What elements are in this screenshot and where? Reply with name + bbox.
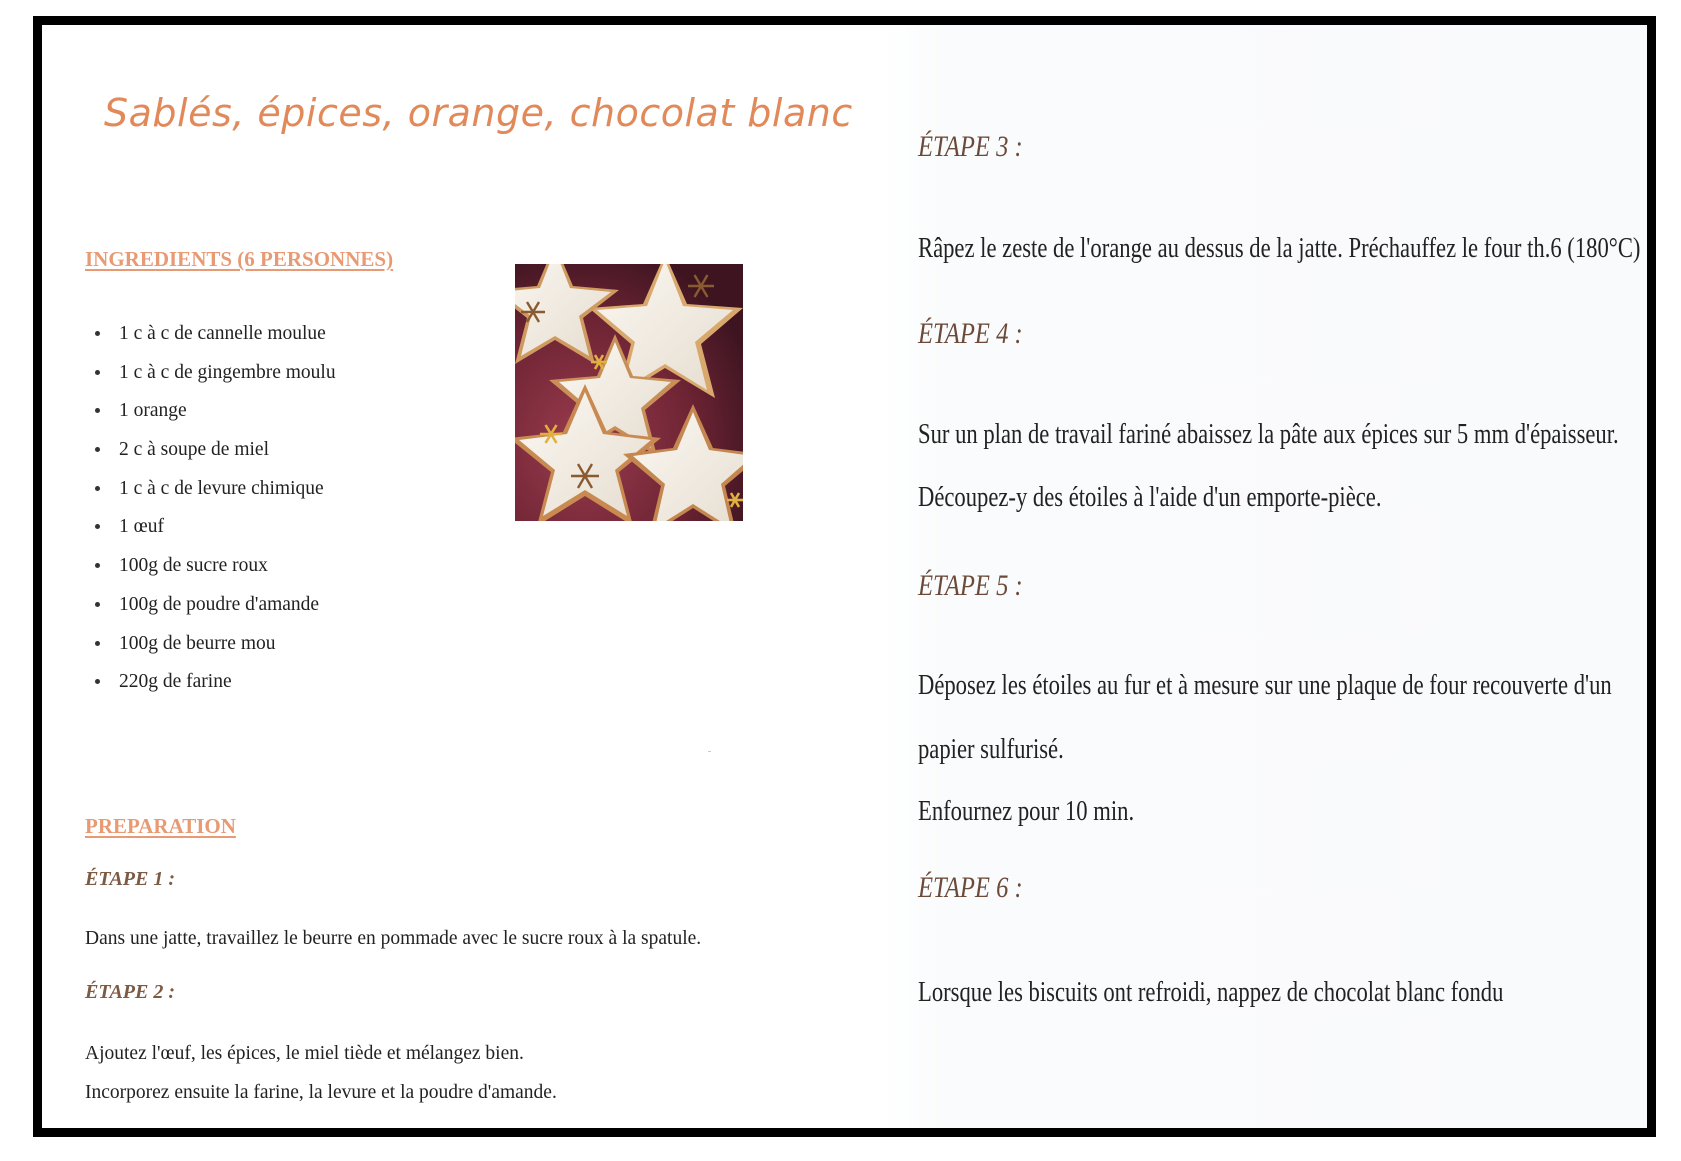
step-5-heading: ÉTAPE 5 :	[918, 569, 1023, 602]
step-2-heading: ÉTAPE 2 :	[85, 981, 176, 1003]
star-cookies-photo	[515, 264, 743, 521]
bullet-icon	[95, 524, 100, 529]
step-2-text: Incorporez ensuite la farine, la levure et la poudre d'amande.	[85, 1082, 557, 1103]
bullet-icon	[95, 679, 100, 684]
bullet-icon	[95, 447, 100, 452]
ingredient-list	[85, 321, 336, 708]
list-item: 100g de sucre roux	[85, 553, 336, 592]
step-2-text: Ajoutez l'œuf, les épices, le miel tiède et mélangez bien.	[85, 1043, 524, 1064]
step-3-text: Râpez le zeste de l'orange au dessus de la jatte. Préchauffez le four th.6 (180°C)	[918, 232, 1641, 264]
list-item: 1 c à c de gingembre moulu	[85, 360, 336, 399]
scan-speck	[708, 751, 711, 752]
ingredients-heading: INGREDIENTS (6 PERSONNES)	[85, 247, 394, 271]
step-4-text: Découpez-y des étoiles à l'aide d'un emporte-pièce.	[918, 481, 1382, 513]
step-4-text: Sur un plan de travail fariné abaissez la pâte aux épices sur 5 mm d'épaisseur.	[918, 418, 1619, 450]
step-1-text: Dans une jatte, travaillez le beurre en pommade avec le sucre roux à la spatule.	[85, 928, 702, 949]
bullet-icon	[95, 408, 100, 413]
bullet-icon	[95, 370, 100, 375]
step-4-heading: ÉTAPE 4 :	[918, 317, 1023, 350]
bullet-icon	[95, 641, 100, 646]
step-5-text: Déposez les étoiles au fur et à mesure sur une plaque de four recouverte d'un	[918, 669, 1612, 701]
list-item: 1 œuf	[85, 514, 336, 553]
step-6-heading: ÉTAPE 6 :	[918, 871, 1023, 904]
list-item: 1 c à c de levure chimique	[85, 476, 336, 515]
list-item: 100g de beurre mou	[85, 631, 336, 670]
step-5-text: Enfournez pour 10 min.	[918, 795, 1135, 827]
step-3-heading: ÉTAPE 3 :	[918, 130, 1023, 163]
step-1-heading: ÉTAPE 1 :	[85, 868, 176, 890]
bullet-icon	[95, 602, 100, 607]
bullet-icon	[95, 486, 100, 491]
list-item: 1 c à c de cannelle moulue	[85, 321, 336, 360]
bullet-icon	[95, 563, 100, 568]
bullet-icon	[95, 331, 100, 336]
list-item: 220g de farine	[85, 669, 336, 708]
document-frame	[33, 16, 1656, 1137]
list-item: 2 c à soupe de miel	[85, 437, 336, 476]
step-5-text: papier sulfurisé.	[918, 733, 1064, 765]
list-item: 100g de poudre d'amande	[85, 592, 336, 631]
recipe-title: Sablés, épices, orange, chocolat blanc	[104, 91, 853, 135]
list-item: 1 orange	[85, 398, 336, 437]
preparation-heading: PREPARATION	[85, 814, 236, 838]
step-6-text: Lorsque les biscuits ont refroidi, nappez de chocolat blanc fondu	[918, 976, 1504, 1008]
